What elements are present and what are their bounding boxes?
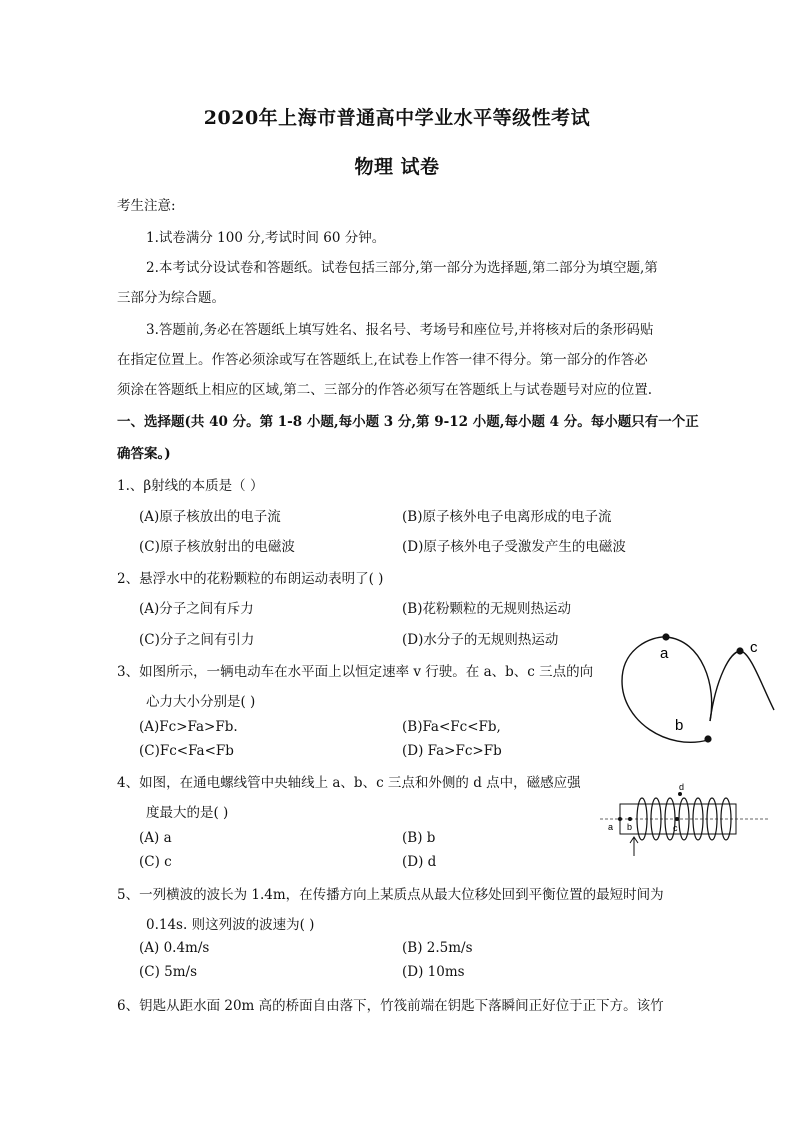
q3-hill-curve [710, 651, 774, 721]
q3-label-b: b [675, 717, 684, 734]
q1-stem: 1.、β射线的本质是（ ） [117, 478, 264, 494]
q3-point-b [704, 735, 711, 742]
notice-item-3-line-3: 须涂在答题纸上相应的区域,第二、三部分的作答必须写在答题纸上与试卷题号对应的位置. [117, 382, 653, 398]
q2-stem: 2、悬浮水中的花粉颗粒的布朗运动表明了( ) [117, 571, 384, 587]
notice-item-3-line-1: 3.答题前,务必在答题纸上填写姓名、报名号、考场号和座位号,并将核对后的条形码贴 [146, 322, 654, 338]
q4-label-a: a [608, 822, 614, 832]
q2-option-a: (A)分子之间有斥力 [139, 601, 254, 617]
q5-stem-line-1: 5、一列横波的波长为 1.4m，在传播方向上某质点从最大位移处回到平衡位置的最短时间为 [117, 887, 664, 903]
q4-label-c: c [673, 823, 678, 833]
q1-option-b: (B)原子核外电子电离形成的电子流 [402, 509, 612, 525]
q6-stem-line-1: 6、钥匙从距水面 20m 高的桥面自由落下，竹筏前端在钥匙下落瞬间正好位于正下方。该竹 [117, 998, 664, 1014]
q4-solenoid-figure [598, 780, 772, 858]
q3-label-c: c [750, 639, 758, 656]
q4-point-a [618, 817, 622, 821]
q4-stem-line-1: 4、如图，在通电螺线管中央轴线上 a、b、c 三点和外侧的 d 点中，磁感应强 [117, 775, 581, 791]
section-1-heading-line-1: 一、选择题(共 40 分。第 1-8 小题,每小题 3 分,第 9-12 小题,每小题 4 分。每小题只有一个正 [117, 414, 699, 430]
notice-item-3-line-2: 在指定位置上。作答必须涂或写在答题纸上,在试卷上作答一律不得分。第一部分的作答必 [117, 352, 648, 368]
q5-option-c: (C) 5m/s [139, 964, 198, 980]
q5-stem-line-2: 0.14s. 则这列波的波速为( ) [146, 917, 315, 933]
q1-option-a: (A)原子核放出的电子流 [139, 509, 281, 525]
notice-item-2-line-1: 2.本考试分设试卷和答题纸。试卷包括三部分,第一部分为选择题,第二部分为填空题,第 [146, 260, 658, 276]
q3-stem-line-1: 3、如图所示，一辆电动车在水平面上以恒定速率 v 行驶。在 a、b、c 三点的向 [117, 664, 594, 680]
q3-option-b: (B)Fa<Fc<Fb, [402, 719, 501, 735]
q4-label-d: d [679, 782, 685, 792]
q2-option-d: (D)水分子的无规则热运动 [402, 632, 559, 648]
q1-option-d: (D)原子核外电子受激发产生的电磁波 [402, 539, 626, 555]
notice-item-1: 1.试卷满分 100 分,考试时间 60 分钟。 [146, 230, 386, 246]
q3-option-c: (C)Fc<Fa<Fb [139, 743, 234, 759]
q5-option-a: (A) 0.4m/s [139, 940, 210, 956]
section-1-heading-line-2: 确答案。) [117, 446, 171, 462]
q5-option-b: (B) 2.5m/s [402, 940, 473, 956]
notice-item-2-line-2: 三部分为综合题。 [117, 290, 225, 306]
q5-option-d: (D) 10ms [402, 964, 465, 980]
q4-option-a: (A) a [139, 830, 172, 846]
q3-option-a: (A)Fc>Fa>Fb. [139, 719, 238, 735]
q3-track-figure [612, 626, 780, 756]
exam-title: 2020年上海市普通高中学业水平等级性考试 [203, 107, 591, 129]
q2-option-c: (C)分子之间有引力 [139, 632, 255, 648]
q1-option-c: (C)原子核放射出的电磁波 [139, 539, 295, 555]
q4-point-d [678, 792, 682, 796]
q4-stem-line-2: 度最大的是( ) [146, 805, 229, 821]
q3-stem-line-2: 心力大小分别是( ) [146, 694, 256, 710]
q4-option-b: (B) b [402, 830, 436, 846]
q3-option-d: (D) Fa>Fc>Fb [402, 743, 502, 759]
q4-point-b [628, 817, 632, 821]
q2-option-b: (B)花粉颗粒的无规则热运动 [402, 601, 571, 617]
q3-point-a [662, 633, 669, 640]
q3-label-a: a [660, 645, 669, 662]
q4-option-d: (D) d [402, 854, 437, 870]
notice-heading: 考生注意: [117, 198, 176, 214]
q4-point-c [675, 817, 679, 821]
q4-label-b: b [627, 822, 633, 832]
q4-option-c: (C) c [139, 854, 172, 870]
q3-point-c [736, 647, 743, 654]
exam-subtitle: 物理 试卷 [354, 156, 440, 178]
